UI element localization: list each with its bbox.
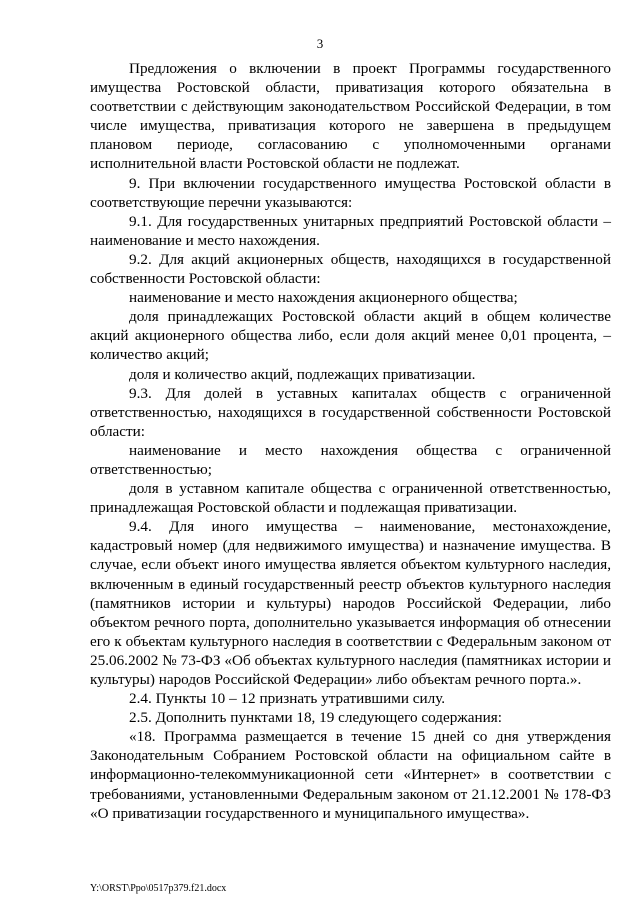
paragraph-item-9-3: 9.3. Для долей в уставных капиталах обществ с ограниченной ответственностью, находящихся в государственной собственности Ростовской области: [90,384,611,440]
paragraph-item-9-4: 9.4. Для иного имущества – наименование, местонахождение, кадастровый номер (для недвижимого имущества) и назначение имущества. В случае, если объект иного имущества является объектом культурного наследия, включенным в единый государственный реестр объектов культурного наследия (памятников истории и культуры) народов Российской Федерации, либо объектом речного порта, дополнительно указывается информация об отнесении его к объектам культурного наследия в соответствии с Федеральным законом от 25.06.2002 № 73-ФЗ «Об объектах культурного наследия (памятниках истории и культуры) народов Российской Федерации» либо объектам речного порта.». [90,518,611,688]
document-body [90,59,611,823]
paragraph-item-9: 9. При включении государственного имущества Ростовской области в соответствующие перечни указываются: [90,174,611,211]
page-number: 3 [316,36,324,51]
paragraph-item-2-5: 2.5. Дополнить пунктами 18, 19 следующего содержания: [129,709,502,727]
paragraph-item-9-2-share: доля принадлежащих Ростовской области акций в общем количестве акций акционерного общества либо, если доля акций менее 0,01 процента, – количество акций; [90,308,611,364]
paragraph-proposals: Предложения о включении в проект Программы государственного имущества Ростовской области, приватизация которого обязательна в соответствии с действующим законодательством Российской Федерации, в том числе имущества, приватизация которого не завершена в предыдущем плановом периоде, согласованию с уполномоченными органами исполнительной власти Ростовской области не подлежат. [90,60,611,173]
footer-file-path: Y:\ORST\Ppo\0517p379.f21.docx [90,883,227,894]
paragraph-item-9-3-name: наименование и место нахождения общества с ограниченной ответственностью; [90,441,611,478]
paragraph-item-9-2-count: доля и количество акций, подлежащих приватизации. [129,365,476,383]
paragraph-item-18: «18. Программа размещается в течение 15 дней со дня утверждения Законодательным Собранием Ростовской области на официальном сайте в информационно-телекоммуникационной сети «Интернет» в соответствии с требованиями, установленными Федеральным законом от 21.12.2001 № 178-ФЗ «О приватизации государственного и муниципального имущества». [90,728,611,822]
paragraph-item-9-1: 9.1. Для государственных унитарных предприятий Ростовской области – наименование и место нахождения. [90,212,611,249]
paragraph-item-9-2-name: наименование и место нахождения акционерного общества; [129,289,518,307]
paragraph-item-9-2: 9.2. Для акций акционерных обществ, находящихся в государственной собственности Ростовской области: [90,250,611,288]
paragraph-item-9-3-share: доля в уставном капитале общества с ограниченной ответственностью, принадлежащая Ростовской области и подлежащая приватизации. [90,480,611,517]
paragraph-item-2-4: 2.4. Пункты 10 – 12 признать утратившими силу. [129,690,446,708]
